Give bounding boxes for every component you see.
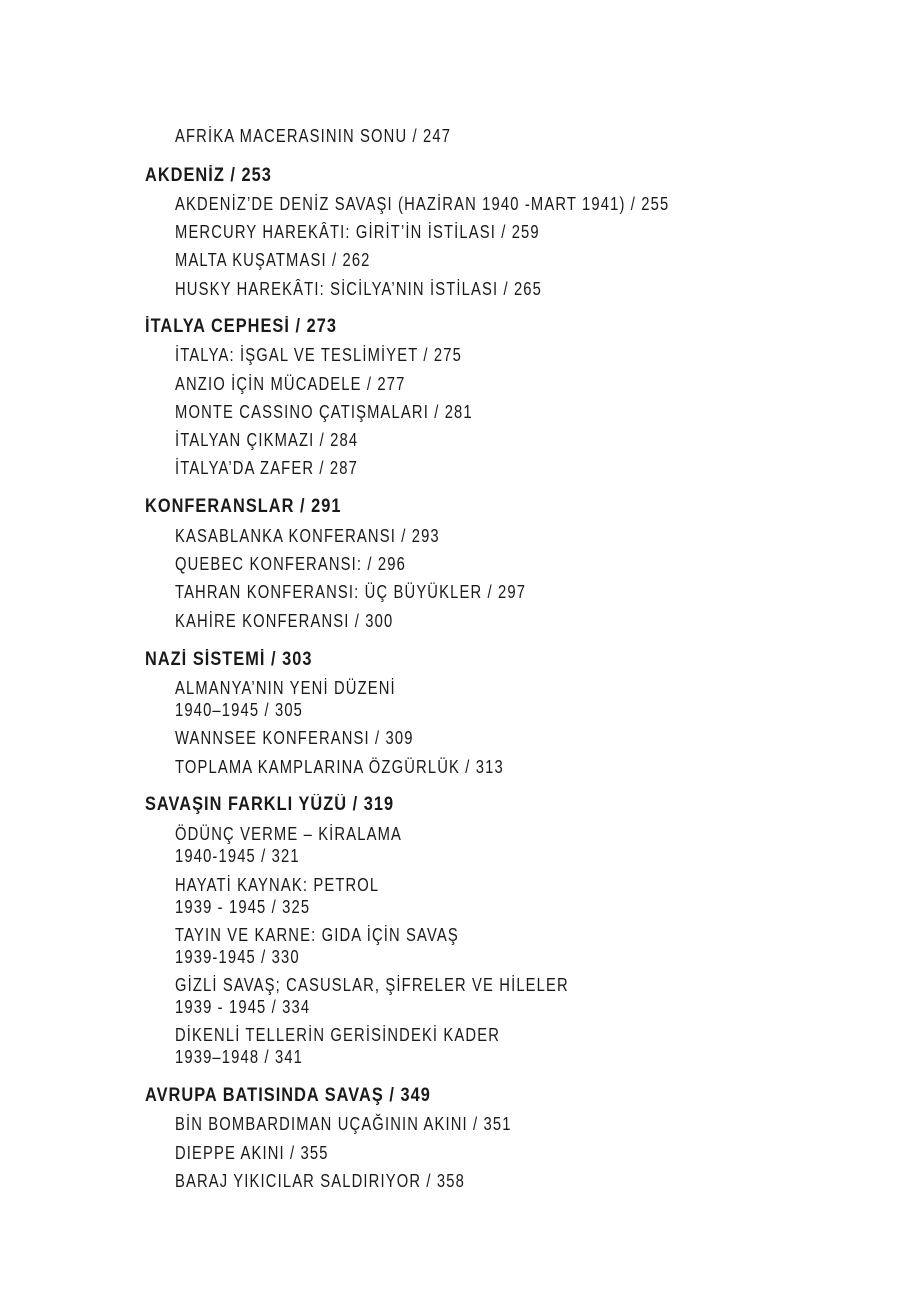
toc-entry: ALMANYA’NIN YENİ DÜZENİ [175,678,396,698]
toc-section-heading: İTALYA CEPHESİ / 273 [145,316,337,337]
toc-entry: KAHİRE KONFERANSI / 300 [175,611,394,631]
toc-entry: QUEBEC KONFERANSI: / 296 [175,554,406,574]
toc-entry: MONTE CASSINO ÇATIŞMALARI / 281 [175,402,473,422]
toc-section-heading: AKDENİZ / 253 [145,165,272,186]
toc-entry: DİKENLİ TELLERİN GERİSİNDEKİ KADER [175,1025,501,1045]
toc-entry: HUSKY HAREKÂTI: SİCİLYA’NIN İSTİLASI / 265 [175,279,543,299]
toc-entry: ANZIO İÇİN MÜCADELE / 277 [175,374,406,394]
toc-entry: 1940–1945 / 305 [175,700,304,720]
toc-entry: BİN BOMBARDIMAN UÇAĞININ AKINI / 351 [175,1114,512,1134]
toc-entry: AFRİKA MACERASININ SONU / 247 [175,126,452,146]
toc-entry: BARAJ YIKICILAR SALDIRIYOR / 358 [175,1171,465,1191]
toc-entry: TAHRAN KONFERANSI: ÜÇ BÜYÜKLER / 297 [175,582,527,602]
toc-entry: 1939-1945 / 330 [175,947,300,967]
toc-section-heading: SAVAŞIN FARKLI YÜZÜ / 319 [145,794,395,815]
toc-entry: AKDENİZ’DE DENİZ SAVAŞI (HAZİRAN 1940 -MART 1941) / 255 [175,194,670,214]
toc-entry: KASABLANKA KONFERANSI / 293 [175,526,440,546]
toc-entry: İTALYAN ÇIKMAZI / 284 [175,430,359,450]
toc-entry: DIEPPE AKINI / 355 [175,1143,329,1163]
toc-entry: HAYATİ KAYNAK: PETROL [175,875,380,895]
toc-section-heading: KONFERANSLAR / 291 [145,496,342,517]
toc-entry: TOPLAMA KAMPLARINA ÖZGÜRLÜK / 313 [175,757,504,777]
toc-entry: MALTA KUŞATMASI / 262 [175,250,371,270]
toc-entry: 1940-1945 / 321 [175,846,300,866]
toc-entry: 1939 - 1945 / 325 [175,897,311,917]
toc-entry: 1939–1948 / 341 [175,1047,304,1067]
toc-entry: GİZLİ SAVAŞ; CASUSLAR, ŞİFRELER VE HİLELER [175,975,569,995]
toc-entry: 1939 - 1945 / 334 [175,997,311,1017]
toc-entry: MERCURY HAREKÂTI: GİRİT’İN İSTİLASI / 259 [175,222,540,242]
toc-section-heading: AVRUPA BATISINDA SAVAŞ / 349 [145,1085,431,1106]
toc-section-heading: NAZİ SİSTEMİ / 303 [145,649,313,670]
toc-entry: WANNSEE KONFERANSI / 309 [175,728,414,748]
toc-entry: İTALYA: İŞGAL VE TESLİMİYET / 275 [175,345,462,365]
toc-entry: ÖDÜNÇ VERME – KİRALAMA [175,824,403,844]
toc-entry: TAYIN VE KARNE: GIDA İÇİN SAVAŞ [175,925,459,945]
toc-entry: İTALYA’DA ZAFER / 287 [175,458,358,478]
